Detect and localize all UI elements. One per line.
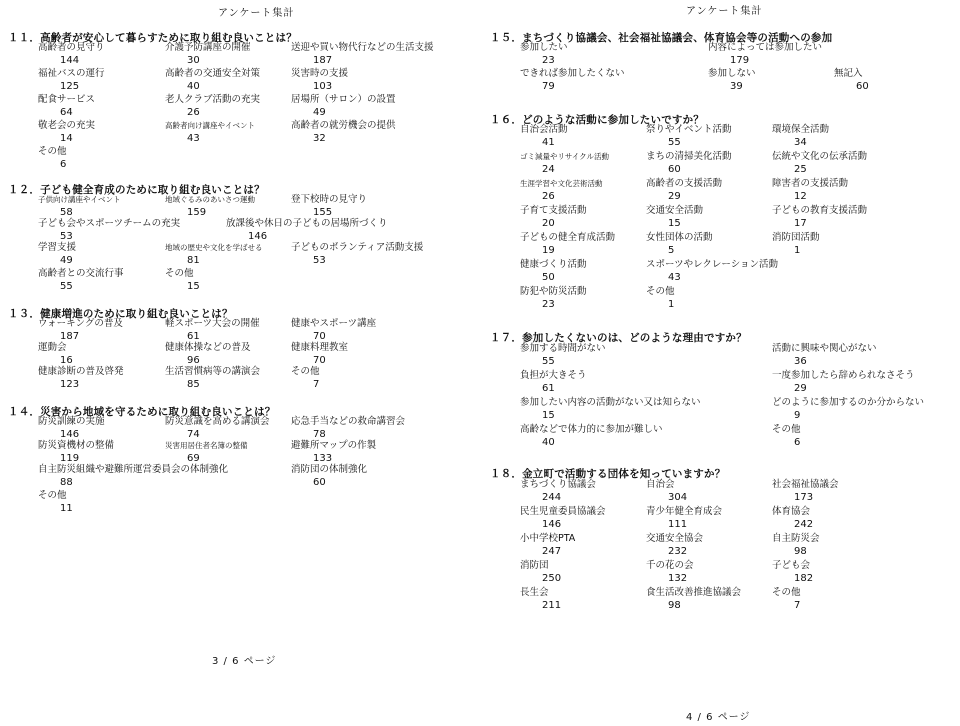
answer-item: [38, 342, 73, 367]
answer-item: [772, 587, 801, 612]
answer-item: [520, 232, 615, 257]
answer-label: 交通安全活動: [646, 205, 704, 216]
answer-count: 173: [794, 492, 814, 503]
answer-count: 58: [60, 207, 73, 218]
answer-count: 12: [794, 191, 807, 202]
answer-label: 千の花の会: [646, 560, 694, 571]
answer-label: 消防団の体制強化: [291, 464, 368, 475]
answer-item: [165, 120, 255, 145]
answer-label: 生活習慣病等の講演会: [165, 366, 261, 377]
answer-item: [38, 194, 121, 219]
answer-count: 81: [187, 255, 200, 266]
answer-item: [38, 42, 105, 67]
answer-count: 39: [730, 81, 743, 92]
answer-label: 高齢などで体力的に参加が難しい: [520, 424, 663, 435]
answer-item: [38, 416, 105, 441]
answer-label: 女性団体の活動: [646, 232, 713, 243]
question-title: １６．どのような活動に参加したいですか？: [490, 114, 704, 126]
answer-count: 26: [187, 107, 200, 118]
answer-item: [772, 397, 924, 422]
answer-item: [646, 151, 732, 176]
answer-item: [772, 506, 813, 531]
answer-count: 15: [187, 281, 200, 292]
answer-label: スポーツやレクレーション活動: [646, 259, 779, 270]
answer-label: 防災訓練の実施: [38, 416, 105, 427]
answer-label: 自主防災会: [772, 533, 820, 544]
answer-label: 健康づくり活動: [520, 259, 587, 270]
answer-count: 179: [730, 55, 750, 66]
answer-label: その他: [772, 424, 801, 435]
answer-item: [38, 366, 124, 391]
page-header: アンケート集計: [218, 8, 295, 19]
answer-item: [520, 560, 561, 585]
answer-count: 49: [313, 107, 326, 118]
answer-count: 244: [542, 492, 562, 503]
question-title: １２．子ども健全育成のために取り組む良いことは？: [8, 184, 265, 196]
answer-count: 144: [60, 55, 80, 66]
answer-count: 7: [313, 379, 320, 390]
answer-label: 子ども会: [772, 560, 811, 571]
answer-count: 11: [60, 503, 73, 514]
answer-label: 防災意識を高める講演会: [165, 416, 270, 427]
answer-label: 軽スポーツ大会の開催: [165, 318, 260, 329]
answer-item: [165, 342, 251, 367]
answer-label: その他: [38, 146, 67, 157]
answer-count: 70: [313, 355, 326, 366]
answer-label: 活動に興味や関心がない: [772, 343, 877, 354]
answer-item: [165, 242, 263, 267]
answer-label: 長生会: [520, 587, 549, 598]
answer-count: 6: [60, 159, 67, 170]
page-footer: 4 / 6 ページ: [686, 712, 751, 723]
answer-count: 60: [313, 477, 326, 488]
answer-item: [772, 370, 915, 395]
answer-label: 生涯学習や文化芸術活動: [520, 179, 603, 188]
answer-item: [520, 479, 596, 504]
answer-count: 187: [60, 331, 80, 342]
answer-label: その他: [646, 286, 675, 297]
answer-label: 避難所マップの作製: [291, 440, 377, 451]
answer-item: [291, 68, 348, 93]
answer-label: 老人クラブ活動の充実: [165, 94, 261, 105]
answer-count: 159: [187, 207, 207, 218]
answer-label: 健康やスポーツ講座: [291, 318, 377, 329]
answer-item: [38, 318, 123, 343]
answer-count: 29: [668, 191, 681, 202]
answer-item: [772, 151, 867, 176]
question-title: １５．まちづくり協議会、社会福祉協議会、体育協会等の活動への参加: [490, 32, 833, 44]
answer-label: 配食サービス: [38, 94, 96, 105]
answer-item: [646, 587, 741, 612]
answer-count: 111: [668, 519, 688, 530]
answer-count: 98: [794, 546, 807, 557]
answer-item: [38, 218, 180, 243]
answer-item: [520, 178, 603, 203]
answer-count: 250: [542, 573, 562, 584]
answer-item: [772, 232, 820, 257]
answer-label: 居場所（サロン）の設置: [291, 94, 396, 105]
answer-label: 子ども会やスポーツチームの充実: [38, 218, 181, 229]
answer-count: 25: [794, 164, 807, 175]
answer-label: 参加したい: [520, 42, 568, 53]
answer-count: 1: [668, 299, 675, 310]
answer-count: 133: [313, 453, 333, 464]
answer-count: 78: [313, 429, 326, 440]
answer-item: [772, 205, 867, 230]
answer-count: 146: [248, 231, 268, 242]
answer-label: 健康診断の普及啓発: [38, 366, 124, 377]
answer-count: 55: [542, 356, 555, 367]
answer-label: 災害用居住者名簿の整備: [165, 441, 248, 450]
answer-label: 参加する時間がない: [520, 343, 606, 354]
answer-count: 55: [60, 281, 73, 292]
answer-count: 132: [668, 573, 688, 584]
question-title: １１．高齢者が安心して暮らすために取り組む良いことは？: [8, 32, 297, 44]
answer-label: どのように参加するのか分からない: [772, 397, 925, 408]
answer-label: 民生児童委員協議会: [520, 506, 606, 517]
answer-item: [291, 342, 348, 367]
answer-label: 学習支援: [38, 242, 77, 253]
answer-item: [165, 94, 260, 119]
page-4: [480, 0, 960, 726]
answer-label: 子どもの教育支援活動: [772, 205, 868, 216]
answer-item: [834, 68, 869, 93]
answer-count: 23: [542, 299, 555, 310]
answer-label: 高齢者の就労機会の提供: [291, 120, 396, 131]
answer-count: 7: [794, 600, 801, 611]
answer-label: 内容によっては参加したい: [708, 42, 823, 53]
answer-count: 5: [668, 245, 675, 256]
answer-count: 40: [187, 81, 200, 92]
answer-count: 19: [542, 245, 555, 256]
question-title: １３．健康増進のために取り組む良いことは？: [8, 308, 233, 320]
answer-item: [772, 178, 848, 203]
answer-count: 70: [313, 331, 326, 342]
answer-label: できれば参加したくない: [520, 68, 625, 79]
answer-item: [520, 587, 561, 612]
answer-count: 23: [542, 55, 555, 66]
answer-item: [291, 242, 423, 267]
answer-count: 60: [856, 81, 869, 92]
answer-count: 88: [60, 477, 73, 488]
answer-item: [520, 533, 575, 558]
answer-item: [646, 286, 675, 311]
answer-count: 55: [668, 137, 681, 148]
answer-item: [38, 440, 114, 465]
answer-count: 20: [542, 218, 555, 229]
answer-item: [520, 124, 568, 149]
answer-count: 30: [187, 55, 200, 66]
answer-count: 119: [60, 453, 80, 464]
answer-item: [38, 120, 95, 145]
answer-label: 敬老会の充実: [38, 120, 96, 131]
answer-item: [38, 68, 105, 93]
answer-count: 41: [542, 137, 555, 148]
answer-label: 健康料理教室: [291, 342, 349, 353]
answer-label: 自治会活動: [520, 124, 568, 135]
answer-label: まちの清掃美化活動: [646, 151, 732, 162]
answer-item: [165, 366, 260, 391]
answer-label: 参加したい内容の活動がない又は知らない: [520, 397, 701, 408]
answer-item: [38, 94, 95, 119]
answer-item: [165, 440, 248, 465]
answer-count: 232: [668, 546, 688, 557]
answer-item: [291, 318, 376, 343]
answer-count: 14: [60, 133, 73, 144]
answer-label: 自主防災組織や避難所運営委員会の体制強化: [38, 464, 229, 475]
answer-label: ウォーキングの普及: [38, 318, 123, 329]
answer-label: 高齢者向け講座やイベント: [165, 121, 255, 130]
answer-label: 伝統や文化の伝承活動: [772, 151, 868, 162]
answer-label: 小中学校PTA: [520, 533, 576, 544]
answer-label: その他: [38, 490, 67, 501]
answer-count: 69: [187, 453, 200, 464]
answer-label: 地域ぐるみのあいさつ運動: [165, 195, 255, 204]
answer-item: [291, 42, 434, 67]
answer-count: 32: [313, 133, 326, 144]
answer-item: [291, 464, 367, 489]
answer-label: 子供向け講座やイベント: [38, 195, 121, 204]
answer-count: 50: [542, 272, 555, 283]
answer-count: 85: [187, 379, 200, 390]
answer-label: 高齢者の支援活動: [646, 178, 723, 189]
question-title: １７．参加したくないのは、どのような理由ですか？: [490, 332, 747, 344]
answer-label: 運動会: [38, 342, 67, 353]
answer-item: [646, 533, 703, 558]
answer-item: [772, 533, 820, 558]
answer-count: 9: [794, 410, 801, 421]
answer-label: 無記入: [834, 68, 863, 79]
answer-count: 187: [313, 55, 333, 66]
answer-label: その他: [165, 268, 194, 279]
answer-item: [165, 318, 260, 343]
answer-label: 放課後や休日の子どもの居場所づくり: [226, 218, 388, 229]
answer-label: 地域の歴史や文化を学ばせる: [165, 243, 263, 252]
answer-item: [646, 479, 687, 504]
answer-label: 一度参加したら辞められなさそう: [772, 370, 915, 381]
answer-count: 6: [794, 437, 801, 448]
answer-label: 健康体操などの普及: [165, 342, 251, 353]
answer-label: 防災資機材の整備: [38, 440, 115, 451]
answer-label: 参加しない: [708, 68, 756, 79]
answer-label: 子育て支援活動: [520, 205, 587, 216]
answer-label: 自治会: [646, 479, 675, 490]
answer-count: 36: [794, 356, 807, 367]
answer-label: 送迎や買い物代行などの生活支援: [291, 42, 434, 53]
answer-count: 61: [542, 383, 555, 394]
answer-count: 15: [542, 410, 555, 421]
answer-count: 155: [313, 207, 333, 218]
answer-item: [772, 560, 813, 585]
answer-label: 高齢者との交流行事: [38, 268, 124, 279]
answer-item: [165, 268, 200, 293]
answer-label: 高齢者の交通安全対策: [165, 68, 261, 79]
answer-count: 123: [60, 379, 80, 390]
answer-label: その他: [291, 366, 320, 377]
answer-count: 211: [542, 600, 562, 611]
answer-item: [772, 424, 801, 449]
answer-count: 182: [794, 573, 814, 584]
answer-item: [165, 194, 255, 219]
answer-count: 247: [542, 546, 562, 557]
answer-item: [291, 120, 396, 145]
answer-item: [520, 42, 568, 67]
answer-label: 消防団活動: [772, 232, 820, 243]
answer-count: 79: [542, 81, 555, 92]
answer-item: [291, 416, 405, 441]
answer-item: [646, 259, 778, 284]
answer-label: 交通安全協会: [646, 533, 704, 544]
answer-item: [646, 205, 703, 230]
answer-count: 74: [187, 429, 200, 440]
answer-label: 登下校時の見守り: [291, 194, 368, 205]
answer-count: 146: [60, 429, 80, 440]
answer-item: [520, 205, 587, 230]
answer-item: [520, 151, 609, 176]
answer-count: 60: [668, 164, 681, 175]
answer-count: 49: [60, 255, 73, 266]
answer-label: 介護予防講座の開催: [165, 42, 251, 53]
answer-label: 防犯や防災活動: [520, 286, 587, 297]
answer-count: 304: [668, 492, 688, 503]
answer-label: 子どもの健全育成活動: [520, 232, 616, 243]
answer-item: [708, 68, 756, 93]
answer-count: 53: [313, 255, 326, 266]
answer-count: 125: [60, 81, 80, 92]
answer-item: [772, 343, 877, 368]
answer-count: 17: [794, 218, 807, 229]
answer-item: [708, 42, 822, 67]
page-footer: 3 / 6 ページ: [212, 656, 277, 667]
answer-item: [646, 232, 713, 257]
answer-item: [291, 366, 320, 391]
answer-item: [520, 286, 587, 311]
page-header: アンケート集計: [686, 6, 763, 17]
answer-label: 福祉バスの運行: [38, 68, 105, 79]
answer-item: [520, 506, 606, 531]
answer-label: 障害者の支援活動: [772, 178, 849, 189]
answer-count: 34: [794, 137, 807, 148]
answer-label: 食生活改善推進協議会: [646, 587, 742, 598]
answer-item: [520, 343, 606, 368]
answer-item: [646, 560, 694, 585]
answer-item: [291, 194, 367, 219]
answer-count: 61: [187, 331, 200, 342]
answer-count: 15: [668, 218, 681, 229]
answer-count: 146: [542, 519, 562, 530]
answer-item: [38, 268, 124, 293]
answer-count: 29: [794, 383, 807, 394]
answer-label: 環境保全活動: [772, 124, 830, 135]
answer-count: 43: [187, 133, 200, 144]
answer-item: [646, 124, 732, 149]
answer-count: 40: [542, 437, 555, 448]
question-title: １４．災害から地域を守るために取り組む良いことは？: [8, 406, 276, 418]
answer-item: [38, 490, 73, 515]
answer-label: 負担が大きそう: [520, 370, 587, 381]
answer-item: [291, 440, 376, 465]
answer-item: [165, 68, 260, 93]
answer-count: 242: [794, 519, 814, 530]
answer-count: 98: [668, 600, 681, 611]
answer-label: 祭りやイベント活動: [646, 124, 732, 135]
answer-count: 96: [187, 355, 200, 366]
answer-item: [165, 42, 251, 67]
answer-item: [165, 416, 270, 441]
answer-label: まちづくり協議会: [520, 479, 596, 490]
answer-item: [520, 259, 587, 284]
answer-item: [772, 479, 839, 504]
answer-item: [38, 242, 76, 267]
answer-count: 24: [542, 164, 555, 175]
answer-label: 社会福祉協議会: [772, 479, 839, 490]
answer-item: [520, 370, 587, 395]
answer-item: [520, 68, 625, 93]
answer-label: 子どものボランティア活動支援: [291, 242, 424, 253]
answer-item: [646, 506, 722, 531]
answer-label: ゴミ減量やリサイクル活動: [520, 152, 609, 161]
answer-count: 1: [794, 245, 801, 256]
answer-item: [226, 218, 388, 243]
answer-item: [38, 464, 228, 489]
answer-item: [38, 146, 67, 171]
answer-label: 高齢者の見守り: [38, 42, 105, 53]
answer-label: 災害時の支援: [291, 68, 349, 79]
answer-count: 26: [542, 191, 555, 202]
answer-item: [646, 178, 722, 203]
answer-label: その他: [772, 587, 801, 598]
answer-item: [520, 424, 663, 449]
answer-item: [772, 124, 829, 149]
answer-label: 応急手当などの救命講習会: [291, 416, 406, 427]
answer-count: 64: [60, 107, 73, 118]
question-title: １８．金立町で活動する団体を知っていますか？: [490, 468, 726, 480]
answer-count: 43: [668, 272, 681, 283]
answer-item: [291, 94, 396, 119]
answer-label: 消防団: [520, 560, 549, 571]
answer-label: 青少年健全育成会: [646, 506, 723, 517]
answer-count: 53: [60, 231, 73, 242]
answer-item: [520, 397, 701, 422]
answer-count: 103: [313, 81, 333, 92]
answer-count: 16: [60, 355, 73, 366]
answer-label: 体育協会: [772, 506, 811, 517]
